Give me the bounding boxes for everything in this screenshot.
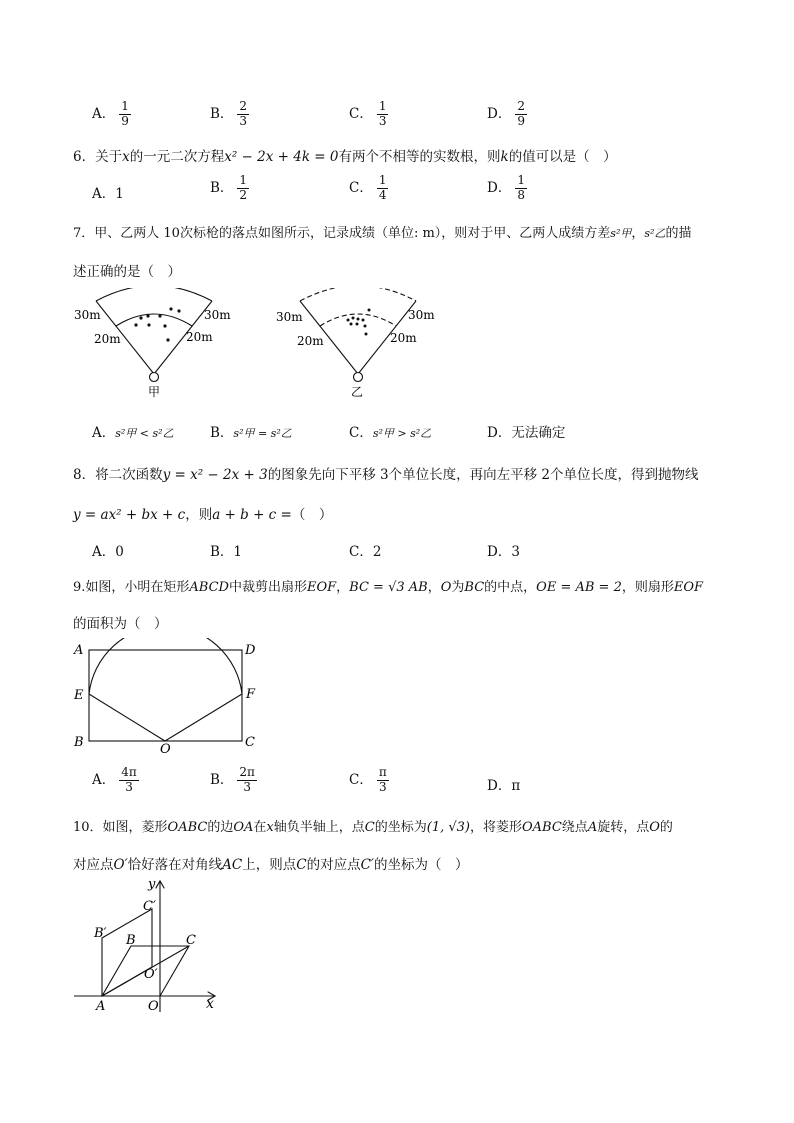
q7-option-a[interactable] [92,421,174,441]
point-name: C′ [360,857,374,873]
option-value: 3 [511,544,520,560]
numerator: 2π [239,765,255,779]
label-c-prime: C′ [143,899,156,914]
throw-point [354,373,363,382]
option-value: s²甲 < s²乙 [115,427,174,440]
label-o: O [160,742,171,756]
segment-name: OA [233,820,254,835]
option-letter: D． [487,179,512,196]
q8-option-a[interactable] [92,540,124,560]
stem-text: 恰好落在对角线 [127,857,223,873]
fan-label-20m-left: 20m [94,332,121,346]
stem-text: 的图象先向下平移 3个单位长度，再向左平移 2个单位长度，得到抛物线 [267,467,699,483]
fraction [515,100,527,129]
q8-option-d[interactable] [487,540,520,560]
point-name: O [440,580,452,595]
option-letter: B． [210,179,234,196]
fan-label-30m-right: 30m [408,308,435,322]
option-letter: B． [210,425,234,441]
stem-text: 的对应点 [306,857,361,873]
q9-option-c[interactable] [349,766,389,795]
option-letter: C． [349,179,373,196]
point-name: A [587,820,598,835]
function: y = ax² + bx + c [73,507,186,523]
figure-name: OABC [167,820,208,835]
stem-text: 10．如图，菱形 [73,820,168,835]
stem-text: 绕点 [561,820,588,835]
y-axis-label: y [148,877,156,892]
sector-arc [89,638,242,694]
function: y = x² − 2x + 3 [162,467,268,483]
q7-stem-line1 [73,222,691,241]
option-letter: B． [210,544,234,560]
landing-dots [347,309,371,336]
condition: BC = √3 AB [349,580,428,595]
denominator: 2 [239,187,248,202]
stem-text: （ ） [291,507,333,523]
fan-label-20m-right: 20m [186,330,213,344]
option-letter: C． [349,544,373,560]
denominator: 3 [378,113,387,128]
q8-stem-line2 [73,503,332,523]
stem-text: 的 [659,820,673,835]
fan-label-20m-left: 20m [297,334,324,348]
stem-text: 为 [451,580,465,595]
fan-label-30m-left: 30m [74,308,101,322]
option-letter: D． [487,778,512,794]
fan-name-jia: 甲 [148,385,161,399]
denominator: 3 [378,779,387,794]
stem-text: 的边 [207,820,234,835]
denominator: 4 [378,187,387,202]
fraction [377,174,389,203]
condition: OE = AB = 2 [536,580,622,595]
fraction [237,100,249,129]
stem-text: 的坐标为（ ） [373,857,469,873]
q6-stem [73,145,617,165]
figure-name: ABCD [189,580,229,595]
q10-stem-line2 [73,853,468,873]
q6-option-a[interactable] [92,182,124,202]
q9-stem-line1 [73,576,703,595]
label-f: F [246,687,256,702]
stem-text: 的中点， [484,580,537,595]
stem-text: 旋转，点 [597,820,650,835]
fraction [237,766,257,795]
option-value: 1 [115,186,124,202]
figure-name: EOF [673,580,704,595]
expression: a + b + c = [212,507,292,523]
stem-text: 的坐标为 [374,820,427,835]
point-name: O [649,820,660,835]
q8-stem-line1 [73,463,699,483]
coordinate: (1, √3) [426,820,470,835]
stem-text: 有两个不相等的实数根，则 [338,149,501,165]
fraction [119,100,131,129]
fan-label-30m-right: 30m [204,308,231,322]
q5-option-a[interactable] [92,100,131,129]
fraction [377,100,389,129]
label-c: C [186,933,196,948]
segment-name: AC [222,857,243,873]
variance-symbol: s²乙 [644,227,666,240]
q9-figure [68,638,268,756]
figure-name: EOF [306,580,337,595]
option-letter: D． [487,105,512,122]
stem-text: 轴负半轴上，点 [273,820,365,835]
option-value: π [511,778,521,794]
stem-text: 在 [253,820,267,835]
numerator: 1 [378,173,387,187]
q9-option-d[interactable] [487,774,520,794]
rectangle-abcd [89,650,242,741]
q5-option-b[interactable] [210,100,249,129]
stem-text: 8．将二次函数 [73,467,163,483]
fan-label-30m-left: 30m [276,310,303,324]
label-b: B [126,933,136,948]
q6-option-b[interactable] [210,174,249,203]
denominator: 9 [121,113,129,128]
q9-option-b[interactable] [210,766,257,795]
fraction [377,766,389,795]
numerator: 1 [378,99,387,113]
fraction [237,174,249,203]
option-value: 1 [233,544,243,560]
q6-option-c[interactable] [349,174,388,203]
denominator: 3 [243,779,251,794]
label-a: A [96,999,106,1014]
stem-text: 的描 [665,226,692,241]
stem-text: ，将菱形 [469,820,522,835]
numerator: 1 [239,173,248,187]
numerator: 2 [517,99,525,113]
option-letter: B． [210,105,234,122]
option-letter: A． [92,544,116,560]
numerator: 1 [121,99,129,113]
stem-text: ， [427,580,441,595]
q7-option-b[interactable] [210,421,292,441]
stem-text: 6．关于 [73,149,123,165]
variable: x [266,820,274,835]
stem-text: ，则 [185,507,213,523]
option-value: 0 [115,544,124,560]
option-letter: A． [92,186,116,202]
label-c: C [245,735,255,750]
option-letter: A． [92,771,116,788]
label-e: E [74,688,84,703]
label-o: O [148,999,159,1014]
segment-name: BC [464,580,485,595]
fraction [119,766,139,795]
denominator: 3 [125,779,133,794]
fan-name-yi: 乙 [351,385,364,399]
stem-text: ，则扇形 [621,580,674,595]
option-value: s²甲 > s²乙 [372,427,432,440]
label-a: A [74,643,84,658]
stem-text: 的值可以是（ ） [508,149,617,165]
variance-symbol: s²甲 [610,227,632,240]
numerator: 1 [517,173,525,187]
stem-text: 7．甲、乙两人 10次标枪的落点如图所示，记录成绩（单位: m），则对于甲、乙两人成绩方差 [73,226,611,241]
option-letter: C． [349,105,373,122]
q5-option-d[interactable] [487,100,527,129]
option-letter: C． [349,425,373,441]
denominator: 9 [517,113,525,128]
segment-oe [89,694,165,741]
q7-option-c[interactable] [349,421,431,441]
denominator: 3 [239,113,248,128]
stem-text: 对应点 [73,857,114,873]
q9-option-a[interactable] [92,766,139,795]
figure-name: OABC [522,820,562,835]
q10-figure [68,874,228,1016]
option-letter: C． [349,771,373,788]
equation: x² − 2x + 4k = 0 [224,149,339,165]
segment-of [165,694,242,741]
stem-text: 中裁剪出扇形 [228,580,307,595]
q7-stem-line2: 述正确的是（ ） [73,264,181,280]
numerator: 4π [121,765,137,779]
point-name: O′ [113,857,128,873]
option-value: 无法确定 [511,425,566,441]
numerator: π [378,765,387,779]
fraction [515,174,527,203]
q8-option-c[interactable] [349,540,381,560]
option-letter: A． [92,105,116,122]
landing-dots [134,307,180,341]
q6-option-d[interactable] [487,174,527,203]
variable: x [122,149,130,165]
throw-point [150,373,159,382]
option-letter: D． [487,544,512,560]
label-b: B [74,735,84,750]
point-name: C [364,820,375,835]
label-o-prime: O′ [144,967,158,982]
x-axis-label: x [206,996,214,1012]
option-letter: D． [487,425,512,441]
stem-text: 9.如图，小明在矩形 [73,580,190,595]
q7-option-d[interactable] [487,421,565,441]
q10-stem-line1 [73,816,673,835]
option-value: 2 [372,544,382,560]
q5-option-c[interactable] [349,100,388,129]
stem-text: ， [336,580,350,595]
option-letter: B． [210,771,234,788]
q8-option-b[interactable] [210,540,242,560]
numerator: 2 [239,99,248,113]
q9-stem-line2: 的面积为（ ） [73,616,168,632]
option-letter: A． [92,425,116,441]
label-d: D [245,643,256,658]
q7-figure [60,288,460,406]
denominator: 8 [517,187,525,202]
fan-label-20m-right: 20m [390,331,417,345]
variable: k [500,149,509,165]
stem-text: 上，则点 [242,857,297,873]
point-name: C [296,857,307,873]
option-value: s²甲 = s²乙 [233,427,292,440]
stem-text: ， [631,226,645,241]
label-b-prime: B′ [94,926,107,941]
stem-text: 的一元二次方程 [129,149,225,165]
